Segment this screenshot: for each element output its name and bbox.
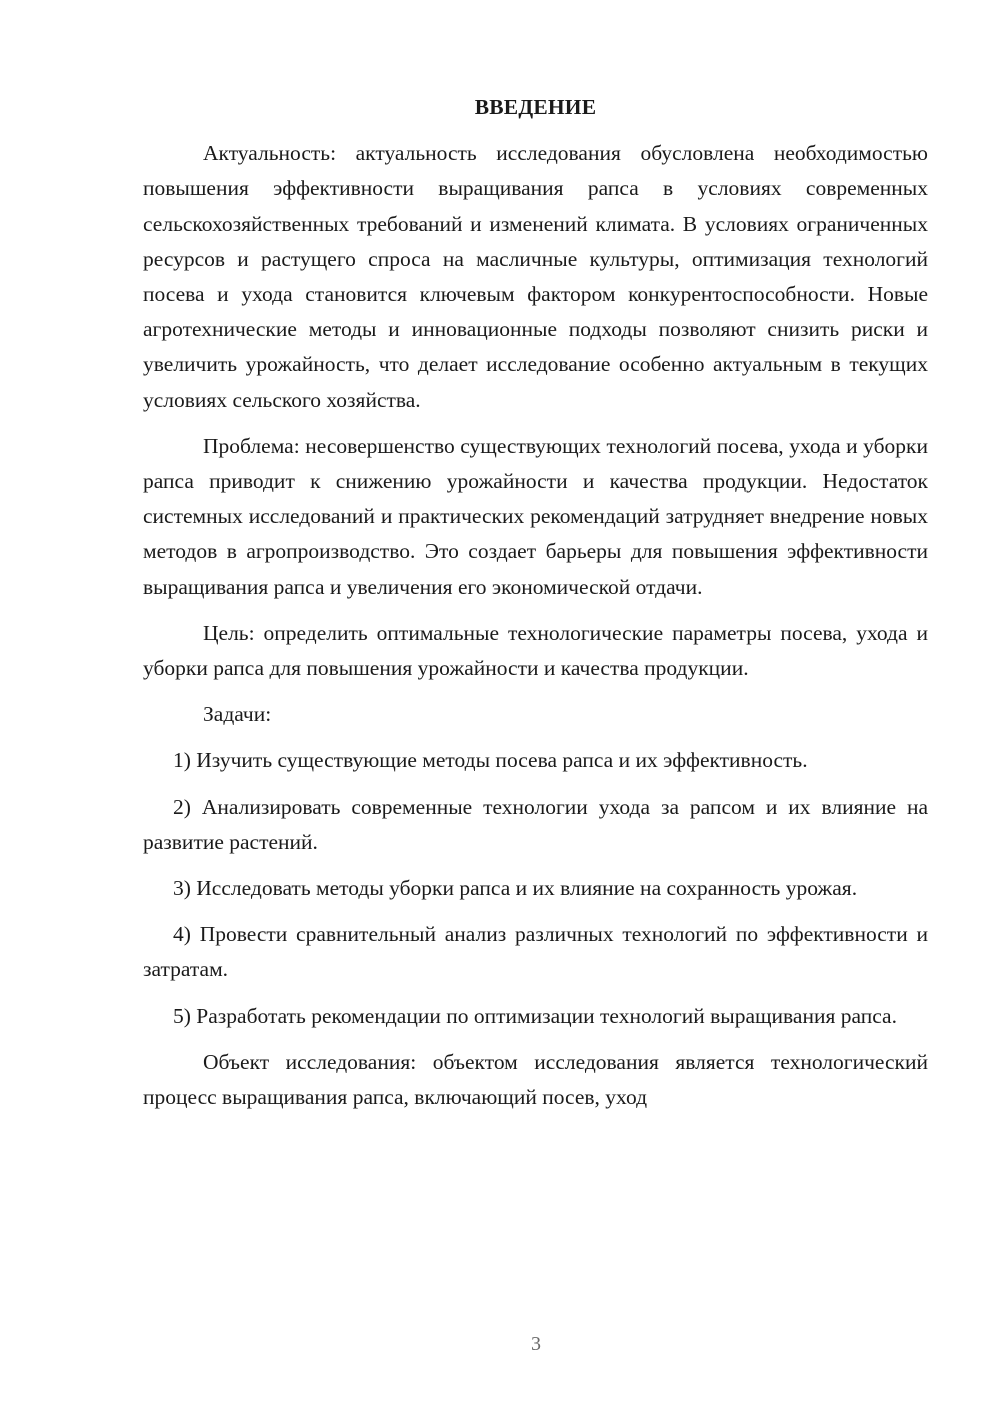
paragraph-goal: Цель: определить оптимальные технологические параметры посева, ухода и уборки рапса для повышения урожайности и качества продукции. xyxy=(143,620,928,681)
tasks-label: Задачи: xyxy=(203,702,272,727)
list-item: 5) Разработать рекомендации по оптимизации технологий выращивания рапса. xyxy=(173,1003,897,1028)
paragraph-relevance: Актуальность: актуальность исследования обусловлена необходимостью повышения эффективности выращивания рапса в условиях современных сельскохозяйственных требований и изменений климата. В условиях ограниченных ресурсов и растущего спроса на масличные культуры, оптимизация технологий посева и ухода становится ключевым фактором конкурентоспособности. Новые агротехнические методы и инновационные подходы позволяют снизить риски и увеличить урожайность, что делает исследование особенно актуальным в текущих условиях сельского хозяйства. xyxy=(143,141,928,412)
document-page xyxy=(143,90,928,1115)
paragraph-problem: Проблема: несовершенство существующих технологий посева, ухода и уборки рапса приводит к снижению урожайности и качества продукции. Недостаток системных исследований и практических рекомендаций затрудняет внедрение новых методов в агропроизводство. Это создает барьеры для повышения эффективности выращивания рапса и увеличения его экономической отдачи. xyxy=(143,433,928,599)
list-item: 2) Анализировать современные технологии ухода за рапсом и их влияние на развитие растений. xyxy=(143,794,928,854)
list-item: 4) Провести сравнительный анализ различных технологий по эффективности и затратам. xyxy=(143,922,928,982)
page-number: 3 xyxy=(531,1333,541,1355)
list-item: 3) Исследовать методы уборки рапса и их влияние на сохранность урожая. xyxy=(173,876,858,901)
paragraph-object: Объект исследования: объектом исследования является технологический процесс выращивания рапса, включающий посев, уход xyxy=(143,1049,928,1110)
list-item: 1) Изучить существующие методы посева рапса и их эффективность. xyxy=(173,748,808,773)
section-heading: ВВЕДЕНИЕ xyxy=(474,95,597,119)
